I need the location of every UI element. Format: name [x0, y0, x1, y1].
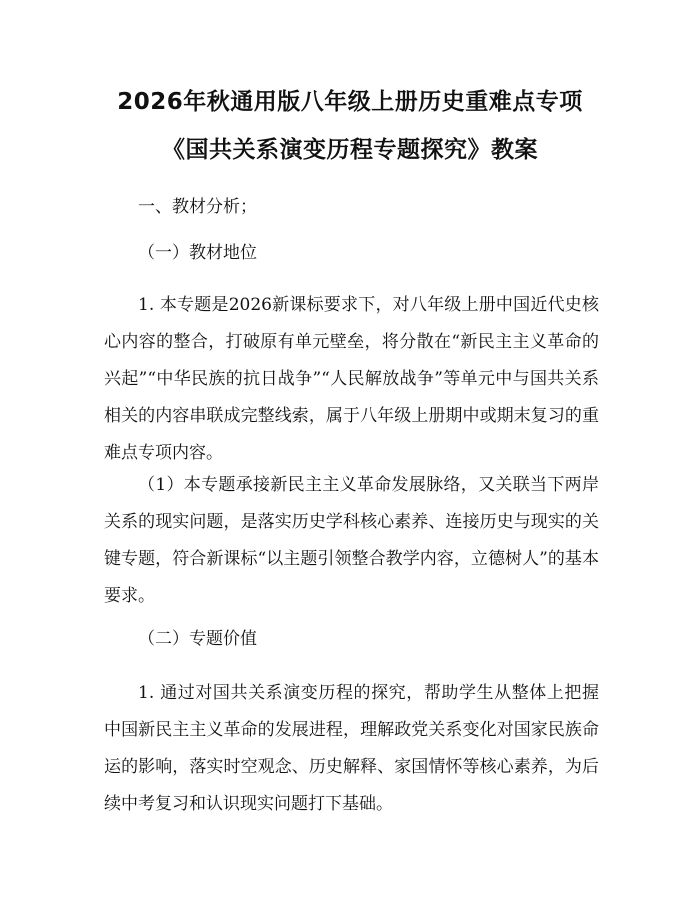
subsection-heading-material-position: （一）教材地位	[138, 243, 257, 263]
document-title-line-2: 《国共关系演变历程专题探究》教案	[162, 137, 538, 163]
document-title-line-1: 2026年秋通用版八年级上册历史重难点专项	[117, 89, 583, 115]
section-heading-teaching-material-analysis: 一、教材分析；	[138, 197, 257, 217]
paragraph-material-position: 1. 本专题是2026新课标要求下，对八年级上册中国近代史核心内容的整合，打破原有单元壁垒，将分散在“新民主主义革命的兴起”“中华民族的抗日战争”“人民解放战争”等单元中与国共关系相关的内容串联成完整线索，属于八年级上册期中或期末复习的重难点专项内容。	[104, 295, 599, 463]
subsection-heading-topic-value: （二）专题价值	[138, 629, 257, 649]
paragraph-topic-context: （1）本专题承接新民主主义革命发展脉络，又关联当下两岸关系的现实问题，是落实历史学科核心素养、连接历史与现实的关键专题，符合新课标“以主题引领整合教学内容，立德树人”的基本要求。	[104, 475, 599, 606]
paragraph-topic-value: 1. 通过对国共关系演变历程的探究，帮助学生从整体上把握中国新民主主义革命的发展进程，理解政党关系变化对国家民族命运的影响，落实时空观念、历史解释、家国情怀等核心素养，为后续中考复习和认识现实问题打下基础。	[104, 683, 599, 814]
